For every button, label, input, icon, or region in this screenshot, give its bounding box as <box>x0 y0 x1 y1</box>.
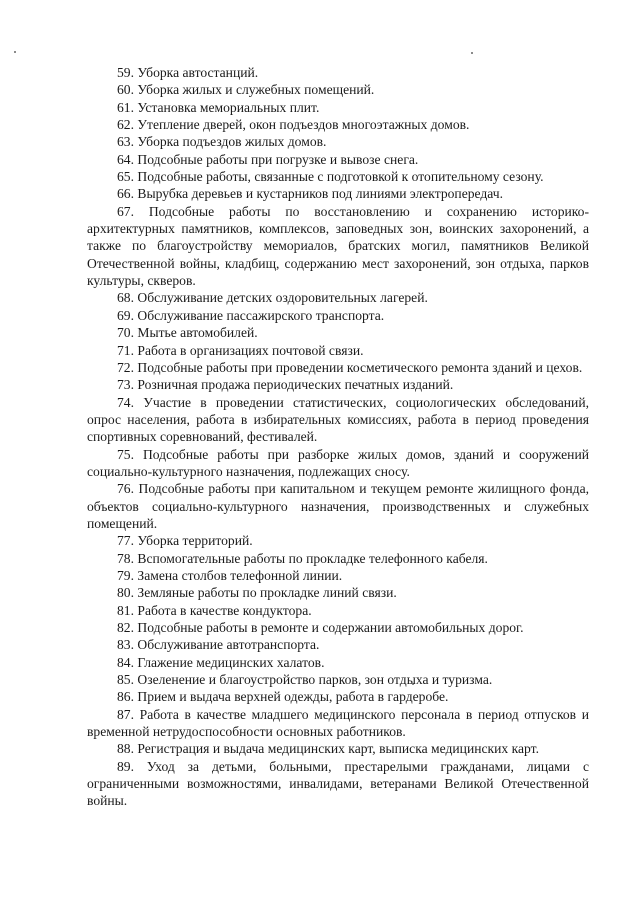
scan-speck <box>14 51 16 53</box>
list-item: 64. Подсобные работы при погрузке и вывозе снега. <box>117 151 419 167</box>
list-item: 76. Подсобные работы при капитальном и текущем ремонте жилищного фонда, объектов социально-культурного назначения, производственных и служебных помещений. <box>87 481 589 531</box>
scan-speck <box>471 52 473 54</box>
list-item: 63. Уборка подъездов жилых домов. <box>117 134 327 150</box>
list-item: 82. Подсобные работы в ремонте и содержании автомобильных дорог. <box>117 620 524 635</box>
list-item: 79. Замена столбов телефонной линии. <box>117 567 343 583</box>
list-item: 66. Вырубка деревьев и кустарников под линиями электропередач. <box>117 186 504 202</box>
list-item: 88. Регистрация и выдача медицинских карт, выписка медицинских карт. <box>117 741 539 757</box>
list-item: 65. Подсобные работы, связанные с подготовкой к отопительному сезону. <box>117 169 544 185</box>
list-item: 72. Подсобные работы при проведении косметического ремонта зданий и цехов. <box>117 359 583 375</box>
list-item: 84. Глажение медицинских халатов. <box>117 654 325 670</box>
list-item: 77. Уборка территорий. <box>117 533 253 549</box>
list-item: 87. Работа в качестве младшего медицинского персонала в период отпусков и временной нетрудоспособности основных работников. <box>87 706 589 740</box>
document-page <box>87 64 589 810</box>
list-item: 80. Земляные работы по прокладке линий связи. <box>117 585 397 601</box>
list-item: 75. Подсобные работы при разборке жилых домов, зданий и сооружений социально-культурного назначения, подлежащих сносу. <box>87 446 589 479</box>
list-item: 89. Уход за детьми, больными, престарелыми гражданами, лицами с ограниченными возможностями, инвалидами, ветеранами Великой Отечественной войны. <box>87 758 589 809</box>
list-item: 81. Работа в качестве кондуктора. <box>117 602 312 618</box>
list-item: 62. Утепление дверей, окон подъездов многоэтажных домов. <box>117 117 470 133</box>
list-item: 59. Уборка автостанций. <box>117 65 259 80</box>
list-item: 86. Прием и выдача верхней одежды, работа в гардеробе. <box>117 689 449 705</box>
list-item: 68. Обслуживание детских оздоровительных лагерей. <box>117 290 428 306</box>
list-item: 69. Обслуживание пассажирского транспорта. <box>117 307 385 323</box>
list-item: 67. Подсобные работы по восстановлению и сохранению историко-архитектурных памятников, комплексов, заповедных зон, воинских захоронений, а также по благоустройству мемориалов, братских могил, памятников Великой Отечественной войны, кладбищ, содержанию мест захоронений, зон отдыха, парков культуры, скверов. <box>87 203 589 289</box>
list-item: 78. Вспомогательные работы по прокладке телефонного кабеля. <box>117 550 488 566</box>
list-item: 70. Мытье автомобилей. <box>117 325 258 341</box>
list-item: 71. Работа в организациях почтовой связи. <box>117 342 364 358</box>
list-item: 83. Обслуживание автотранспорта. <box>117 637 320 653</box>
list-item: 74. Участие в проведении статистических, социологических обследований, опрос населения, работа в избирательных комиссиях, работа в период проведения спортивных соревнований, фестивалей. <box>87 394 589 445</box>
list-item: 85. Озеленение и благоустройство парков, зон отдыха и туризма. <box>117 672 493 688</box>
list-item: 73. Розничная продажа периодических печатных изданий. <box>117 377 454 393</box>
list-item: 60. Уборка жилых и служебных помещений. <box>117 82 375 98</box>
list-item: 61. Установка мемориальных плит. <box>117 99 320 115</box>
